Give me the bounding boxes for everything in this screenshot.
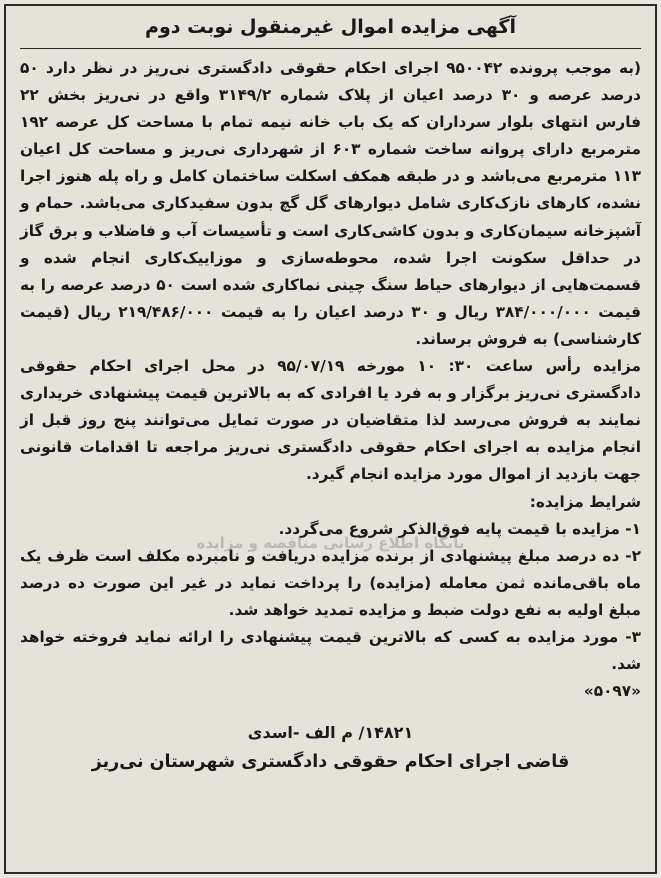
watermark-text: پایگاه اطلاع رسانی مناقصه و مزایده: [196, 534, 465, 552]
notice-title: آگهی مزایده اموال غیرمنقول نوبت دوم: [20, 14, 641, 49]
notice-body: (به موجب پرونده ۹۵۰۰۴۲ اجرای احکام حقوقی دادگستری نی‌ریز در نظر دارد ۵۰ درصد عرصه و ۳۰ درصد اعیان از پلاک شماره ۳۱۴۹/۲ واقع در نی‌ریز بخش ۲۲ فارس انتهای بلوار سرداران که یک باب خانه نیمه تمام با مساحت کل عرصه ۱۹۲ مترمربع دارای پروانه ساخت شماره ۶۰۳ از شهرداری نی‌ریز و مساحت کل اعیان ۱۱۳ مترمربع می‌باشد و در طبقه همکف اسکلت ساختمان کامل و راه پله هنوز اجرا نشده، کارهای نازک‌کاری شامل دیوارهای گل گچ بدون سفیدکاری می‌باشد. حمام و آشپزخانه سیمان‌کاری و بدون کاشی‌کاری است و تأسیسات آب و فاضلاب و برق گاز در حداقل سکونت اجرا شده، محوطه‌سازی و موزاییک‌کاری انجام شده و قسمت‌هایی از دیوارهای حیاط سنگ چینی نماکاری شده است ۵۰ درصد عرصه را به قیمت ۳۸۴/۰۰۰/۰۰۰ ریال و ۳۰ درصد اعیان را به قیمت ۲۱۹/۴۸۶/۰۰۰ ریال (قیمت کارشناسی) به فروش برساند.: [20, 59, 641, 348]
auction-details: مزایده رأس ساعت ۳۰: ۱۰ مورخه ۹۵/۰۷/۱۹ در محل اجرای احکام حقوقی دادگستری نی‌ریز برگزار و به فرد یا افرادی که به بالاترین قیمت پیشنهادی خریداری نمایند به فروش می‌رسد لذا متقاضیان در صورت تمایل می‌توانند پنج روز قبل از انجام مزایده به اجرای احکام حقوقی دادگستری نی‌ریز مراجعه تا اقدامات قانونی جهت بازدید از اموال مورد مزایده انجام گیرد.: [20, 357, 642, 484]
signature-title: قاضی اجرای احکام حقوقی دادگستری شهرستان نی‌ریز: [91, 752, 570, 773]
notice-content: [6, 14, 655, 777]
signature-number: ۱۴۸۲۱/ م الف -اسدی: [247, 723, 414, 743]
notice-paper: [4, 4, 657, 874]
condition-item-2: ۲- ده درصد مبلغ پیشنهادی از برنده مزایده دریافت و نامبرده مکلف است ظرف یک ماه باقی‌مانده ثمن معامله (مزایده) را پرداخت نماید در غیر این صورت ده درصد مبلغ اولیه به نفع دولت ضبط و مزایده تمدید خواهد شد.: [20, 546, 641, 619]
conditions-heading: شرایط مزایده:: [529, 492, 641, 511]
condition-item-1: ۱- مزایده با قیمت پایه فوق‌الذکر شروع می‌گردد.: [278, 519, 641, 538]
condition-item-3: ۳- مورد مزایده به کسی که بالاترین قیمت پیشنهادی را ارائه نماید فروخته خواهد شد.: [20, 627, 641, 674]
notice-code: «۵۰۹۷»: [583, 682, 641, 701]
